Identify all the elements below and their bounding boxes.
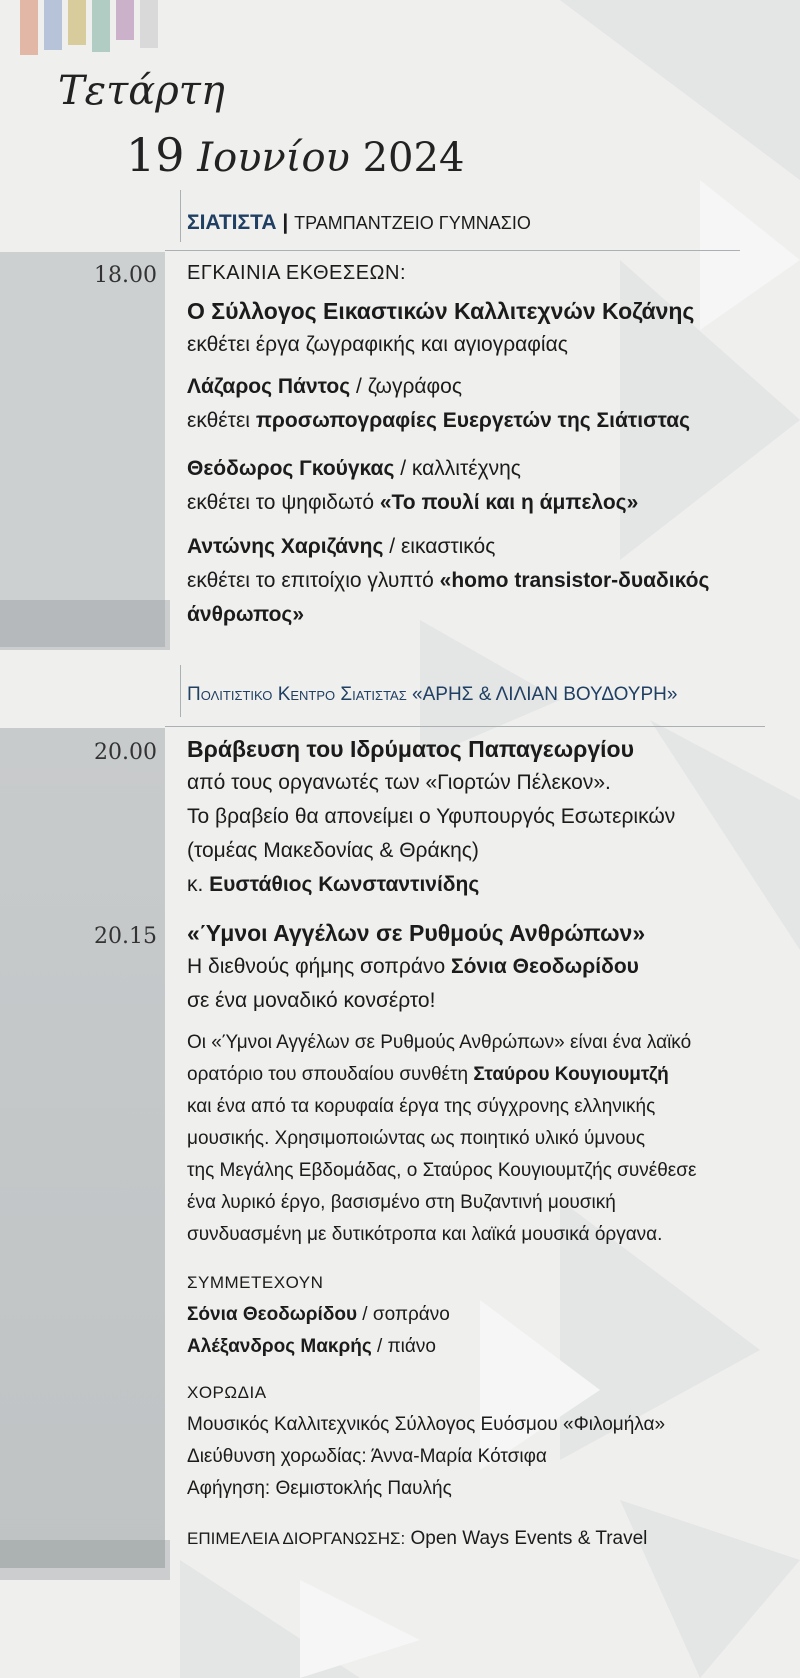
artist3-role: / εικαστικός	[383, 535, 496, 558]
decorative-dots-mid	[0, 560, 170, 650]
event3-p1: Οι «Ύμνοι Αγγέλων σε Ρυθμούς Ανθρώπων» είναι ένα λαϊκό	[187, 1032, 692, 1053]
venue1-sep: |	[282, 211, 289, 234]
venue1-divider	[180, 190, 181, 242]
event1-org: Ο Σύλλογος Εικαστικών Καλλιτεχνών Κοζάνης	[187, 298, 695, 324]
venue2-divider	[180, 665, 181, 717]
event3-p2	[187, 1060, 669, 1090]
artist3-work-l2: άνθρωπος»	[187, 603, 305, 626]
artist2-pre: εκθέτει το ψηφιδωτό	[187, 491, 380, 514]
artist1-pre: εκθέτει	[187, 409, 256, 432]
artist1-work: προσωπογραφίες Ευεργετών της Σιάτιστας	[255, 409, 691, 432]
event2-line2: από τους οργανωτές των «Γιορτών Πέλεκον».	[187, 771, 611, 794]
event3-p2-pre: ορατόριο του σπουδαίου συνθέτη	[187, 1064, 474, 1085]
event3-p2-name: Σταύρου Κουγιουμτζή	[473, 1064, 669, 1085]
artist2-role: / καλλιτέχνης	[394, 457, 521, 480]
artist3-work-l1: «homo transistor-δυαδικός	[439, 569, 710, 592]
participant1-role: / σοπράνο	[357, 1304, 450, 1325]
event2-l5-pre: κ.	[187, 873, 210, 896]
event3-p7: συνδυασμένη με δυτικότροπα και λαϊκά μουσικά όργανα.	[187, 1224, 663, 1245]
participant2-name: Αλέξανδρος Μακρής	[187, 1336, 372, 1357]
venue2-rule	[165, 726, 765, 727]
choir-line1: Μουσικός Καλλιτεχνικός Σύλλογος Ευόσμου «Φιλομήλα»	[187, 1414, 666, 1435]
date-line	[126, 128, 464, 182]
event1-artist1-work	[187, 406, 690, 436]
event3-p4: μουσικής. Χρησιμοποιώντας ως ποιητικό υλικό ύμνους	[187, 1128, 645, 1149]
decorative-dots-top	[10, 0, 200, 60]
artist3-pre: εκθέτει το επιτοίχιο γλυπτό	[187, 569, 440, 592]
event1-time: 18.00	[94, 263, 157, 288]
participants-label: ΣΥΜΜΕΤΕΧΟΥΝ	[187, 1273, 324, 1292]
artist2-work: «Το πουλί και η άμπελος»	[379, 491, 639, 514]
artist2-name: Θεόδωρος Γκούγκας	[187, 457, 395, 480]
event2-time: 20.00	[94, 740, 157, 765]
venue1-heading	[187, 211, 531, 235]
event3-time: 20.15	[94, 924, 157, 949]
organization-credit	[187, 1524, 647, 1554]
date-month: Ιουνίου	[197, 135, 350, 181]
artist1-name: Λάζαρος Πάντος	[187, 375, 351, 398]
venue1-place: ΤΡΑΜΠΑΝΤΖΕΙΟ ΓΥΜΝΑΣΙΟ	[294, 213, 531, 233]
participant1	[187, 1300, 450, 1330]
participant1-name: Σόνια Θεοδωρίδου	[187, 1304, 358, 1325]
date-number: 19	[126, 128, 185, 182]
left-band-bottom	[0, 728, 165, 1568]
event1-artist1	[187, 372, 462, 402]
event1-artist3	[187, 532, 495, 562]
event3-p5: της Μεγάλης Εβδομάδας, ο Σταύρος Κουγιουμτζής συνέθεσε	[187, 1160, 697, 1181]
participant2	[187, 1332, 436, 1362]
organization-value: Open Ways Events & Travel	[405, 1528, 648, 1549]
event2-line5	[187, 870, 479, 900]
choir-line2: Διεύθυνση χορωδίας: Άννα-Μαρία Κότσιφα	[187, 1446, 547, 1467]
event1-org-desc: εκθέτει έργα ζωγραφικής και αγιογραφίας	[187, 333, 568, 356]
event1-artist2-work	[187, 488, 638, 518]
event3-p3: και ένα από τα κορυφαία έργα της σύγχρονης ελληνικής	[187, 1096, 656, 1117]
date-year: 2024	[362, 135, 465, 181]
event2-l5-name: Ευστάθιος Κωνσταντινίδης	[209, 873, 480, 896]
venue1-rule	[165, 250, 740, 251]
event3-p6: ένα λυρικό έργο, βασισμένο στη Βυζαντινή μουσική	[187, 1192, 616, 1213]
organization-label: ΕΠΙΜΕΛΕΙΑ ΔΙΟΡΓΑΝΩΣΗΣ:	[187, 1529, 406, 1548]
artist3-name: Αντώνης Χαριζάνης	[187, 535, 384, 558]
venue1-city: ΣΙΑΤΙΣΤΑ	[187, 211, 277, 234]
event3-l2-name: Σόνια Θεοδωρίδου	[450, 955, 639, 978]
choir-label: ΧΟΡΩΔΙΑ	[187, 1383, 267, 1402]
event1-artist3-work	[187, 566, 709, 596]
event1-heading: ΕΓΚΑΙΝΙΑ ΕΚΘΕΣΕΩΝ:	[187, 262, 406, 284]
event2-line3: Το βραβείο θα απονείμει ο Υφυπουργός Εσωτερικών	[187, 805, 676, 828]
choir-line3: Αφήγηση: Θεμιστοκλής Παυλής	[187, 1478, 452, 1499]
decorative-dots-bottom	[0, 1530, 170, 1580]
event1-artist2	[187, 454, 521, 484]
event3-line3: σε ένα μοναδικό κονσέρτο!	[187, 989, 436, 1012]
event3-line2	[187, 952, 639, 982]
day-name: Τετάρτη	[58, 68, 225, 114]
event2-line4: (τομέας Μακεδονίας & Θράκης)	[187, 839, 479, 862]
event3-title: «Ύμνοι Αγγέλων σε Ρυθμούς Ανθρώπων»	[187, 920, 646, 946]
event3-l2-pre: Η διεθνούς φήμης σοπράνο	[187, 955, 451, 978]
artist1-role: / ζωγράφος	[350, 375, 462, 398]
participant2-role: / πιάνο	[371, 1336, 436, 1357]
venue2-heading: Πολιτιστικο Κεντρο Σιατιστας «ΑΡΗΣ & ΛΙΛΙΑΝ ΒΟΥΔΟΥΡΗ»	[187, 684, 678, 705]
event2-title: Βράβευση του Ιδρύματος Παπαγεωργίου	[187, 736, 634, 762]
